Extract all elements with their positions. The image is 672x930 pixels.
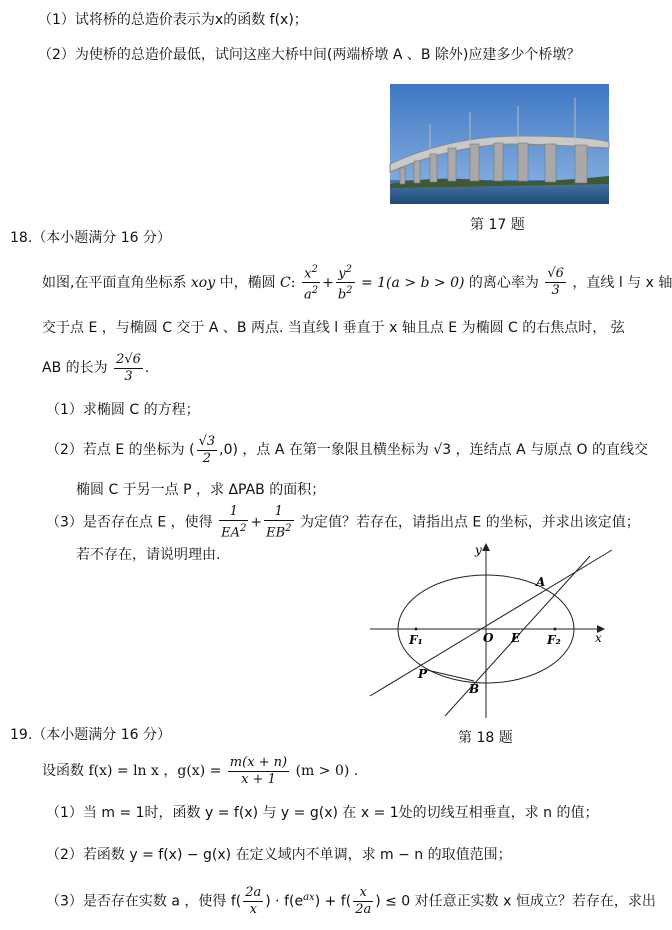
p18-intro-xoy: xoy — [190, 274, 216, 291]
frac2-den: 2a — [355, 902, 372, 918]
label-A: A — [536, 575, 546, 589]
p18-line3-a: AB 的长为 — [42, 360, 108, 376]
p18-intro-eq: = 1(a > b > 0) — [360, 274, 465, 291]
p18-q2 — [46, 432, 648, 468]
label-P: P — [418, 667, 428, 681]
p19-q2: （2）若函数 y = f(x) − g(x) 在定义域内不单调，求 m − n 的取值范围； — [46, 847, 512, 863]
p18-q1: （1）求椭圆 C 的方程； — [46, 402, 200, 418]
p18-q3: （3）是否存在点 E ，使得 $\frac{1}{EA^2}$ + $\frac{1}{EB^2}$ 为定值？若存在，请指出点 E 的坐标，并求出该定值； — [46, 504, 640, 541]
F1-point — [415, 628, 418, 631]
inv-ea2: $\frac{1}{EA^2}$ — [221, 504, 247, 541]
label-B: B — [469, 682, 480, 696]
p18-intro-b: 中，椭圆 — [219, 274, 276, 291]
p18-intro-a: 如图,在平面直角坐标系 — [42, 274, 187, 291]
p17-q1: （1）试将桥的总造价表示为x的函数 f(x)； — [38, 12, 308, 28]
q2-den: 2 — [202, 450, 211, 466]
p19-q3 — [46, 878, 656, 922]
e-num: √6 — [547, 266, 564, 282]
eccentricity-fraction — [545, 266, 566, 299]
q2-num: √3 — [198, 433, 216, 449]
p18-caption: 第 18 题 — [458, 730, 513, 746]
p19-def-b: (m > 0) . — [295, 763, 359, 779]
g-num: m(x + n) — [229, 754, 288, 770]
frac1-den: x — [249, 902, 257, 918]
p18-line3: AB 的长为 $\frac{2√6}{3}$ . — [42, 351, 150, 384]
frac-x-2a — [353, 885, 373, 918]
ab-den: 3 — [124, 368, 133, 384]
frac2-num: x — [353, 885, 373, 902]
g-den: x + 1 — [241, 771, 276, 787]
g-fraction — [228, 755, 289, 788]
label-F1: F₁ — [409, 633, 423, 647]
figure-18 — [365, 538, 615, 723]
p18-q3-cont: 若不存在，请说明理由. — [76, 547, 221, 563]
p18-q2-cont: 椭圆 C 于另一点 P ，求 ΔPAB 的面积； — [76, 482, 326, 498]
p17-caption: 第 17 题 — [470, 217, 525, 233]
ab-num: 2√6 — [116, 351, 141, 367]
bridge-photo — [390, 84, 609, 204]
y-axis-arrow — [482, 543, 490, 551]
e-coordinate-fraction — [197, 434, 218, 467]
p19-q3-b: ) · f(e — [265, 893, 304, 910]
p18-q2-b: ,0) ，点 A 在第一象限且横坐标为 √3 ，连结点 A 与原点 O 的直线交 — [219, 442, 649, 458]
frac-2a-x — [243, 885, 263, 918]
p18-intro-C: C — [280, 274, 291, 291]
ab-length-fraction — [114, 352, 143, 385]
p18-intro-c: 的离心率为 — [468, 274, 539, 291]
label-y: y — [475, 543, 482, 557]
p19-def — [42, 752, 358, 790]
label-F2: F₂ — [547, 633, 561, 647]
label-E: E — [511, 631, 521, 645]
p18-q3-a: （3）是否存在点 E ，使得 — [46, 514, 213, 531]
p18-line2: 交于点 E ，与椭圆 C 交于 A 、B 两点. 当直线 l 垂直于 x 轴且点 E 为椭圆 C 的右焦点时， 弦 — [42, 320, 625, 336]
p18-q2-a: （2）若点 E 的坐标为 ( — [46, 442, 195, 458]
segment-PB — [427, 670, 474, 681]
p19-q3-d: ) ≤ 0 对任意正实数 x 恒成立？若存在，求出 — [375, 893, 656, 910]
inv-eb2: $\frac{1}{EB^2}$ — [266, 504, 292, 541]
ellipse-term-y: $\frac{y^2}{b^2}$ — [337, 264, 353, 303]
p18-intro-d: ，直线 l 与 x 轴 — [572, 274, 672, 291]
p19-q1: （1）当 m = 1时，函数 y = f(x) 与 y = g(x) 在 x = 1处的切线互相垂直，求 n 的值； — [46, 805, 599, 821]
p18-intro: 如图,在平面直角坐标系 xoy 中，椭圆 C: $\frac{x^2}{a^2}$ + $\frac{y^2}{b^2}$ = 1(a > b > 0) 的离心率为 $\frac{√6}{3}$ ，直线 l 与 x 轴 — [42, 264, 672, 303]
label-O: O — [483, 631, 494, 645]
ellipse-term-x: $\frac{x^2}{a^2}$ — [303, 264, 319, 303]
p19-header: 19.（本小题满分 16 分） — [10, 727, 171, 743]
p19-def-a: 设函数 f(x) = ln x ，g(x) = — [42, 763, 222, 779]
p18-q3-b: 为定值？若存在，请指出点 E 的坐标，并求出该定值； — [299, 514, 640, 531]
label-x: x — [595, 631, 602, 645]
F2-point — [554, 628, 557, 631]
p17-q2: （2）为使桥的总造价最低，试问这座大桥中间(两端桥墩 A 、B 除外)应建多少个桥墩？ — [38, 47, 581, 63]
p18-header: 18.（本小题满分 16 分） — [10, 230, 171, 246]
e-den: 3 — [551, 283, 560, 299]
frac1-num: 2a — [245, 885, 262, 901]
p19-q3-c: ) + f( — [314, 893, 352, 910]
p19-q3-sup: ax — [303, 892, 315, 903]
p19-q3-a: （3）是否存在实数 a ，使得 f( — [46, 893, 242, 910]
